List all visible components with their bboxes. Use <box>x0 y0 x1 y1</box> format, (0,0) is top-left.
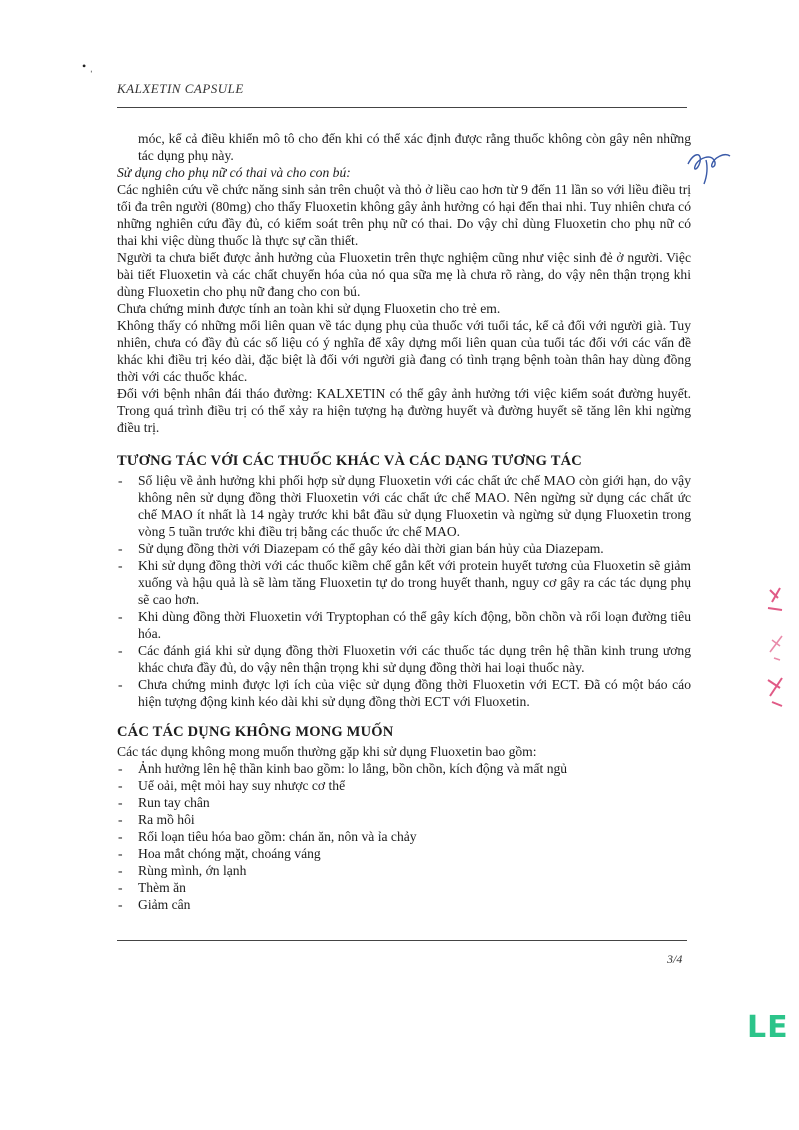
list-item: - Ảnh hưởng lên hệ thần kinh bao gồm: lo lắng, bồn chồn, kích động và mất ngủ <box>117 760 691 777</box>
header-rule <box>117 107 687 108</box>
paragraph: Đối với bệnh nhân đái tháo đường: KALXETIN có thể gây ảnh hưởng tới việc kiểm soát đường huyết. Trong quá trình điều trị có thể xảy ra hiện tượng hạ đường huyết và đường huyết sẽ tăng lên khi ngừng điều trị. <box>117 386 691 435</box>
paragraph: Người ta chưa biết được ảnh hưởng của Fluoxetin trên thực nghiệm cũng như việc sinh đẻ ở người. Việc bài tiết Fluoxetin và các chất chuyển hóa của nó qua sữa mẹ là chưa rõ ràng, do vậy nên thận trọng khi dùng Fluoxetin cho phụ nữ đang cho con bú. <box>117 250 691 299</box>
list-item: - Rối loạn tiêu hóa bao gồm: chán ăn, nôn và ỉa chảy <box>117 828 691 845</box>
side-effects-intro: Các tác dụng không mong muốn thường gặp khi sử dụng Fluoxetin bao gồm: <box>117 744 537 759</box>
side-effects-list <box>117 760 691 913</box>
list-item: - Khi sử dụng đồng thời với các thuốc kiềm chế gắn kết với protein huyết tương của Fluoxetin sẽ giảm xuống và hậu quả là sẽ làm tăng Fluoxetin tự do trong huyết thanh, nguy cơ gây ra các tác dụng phụ sẽ cao hơn. <box>117 557 691 608</box>
list-item: - Sử dụng đồng thời với Diazepam có thể gây kéo dài thời gian bán hủy của Diazepam. <box>117 540 691 557</box>
list-item: - Giảm cân <box>117 896 691 913</box>
interactions-list <box>117 472 691 710</box>
list-item: - Chưa chứng minh được lợi ích của việc sử dụng đồng thời Fluoxetin với ECT. Đã có một báo cáo hiện tượng động kinh kéo dài khi sử dụng đồng thời ECT với Fluoxetin. <box>117 676 691 710</box>
side-effects-heading: CÁC TÁC DỤNG KHÔNG MONG MUỐN <box>117 724 394 740</box>
document-body <box>117 130 691 913</box>
list-item: - Uể oải, mệt mỏi hay suy nhược cơ thể <box>117 777 691 794</box>
intro-continuation: móc, kể cả điều khiển mô tô cho đến khi có thể xác định được rằng thuốc không còn gây nên những tác dụng phụ này. <box>138 131 691 163</box>
footer-rule <box>117 940 687 941</box>
corner-logo-mark: LE <box>747 1010 789 1045</box>
list-item: - Số liệu về ảnh hưởng khi phối hợp sử dụng Fluoxetin với các chất ức chế MAO còn giới hạn, do vậy không nên sử dụng đồng thời Fluoxetin với các chất ức chế MAO. Nên ngừng sử dụng các chất ức chế MAO ít nhất là 14 ngày trước khi bắt đầu sử dụng Fluoxetin và ngừng sử dụng Fluoxetin trong vòng 5 tuần trước khi điều trị bằng các thuốc ức chế MAO. <box>117 472 691 540</box>
document-header-title: KALXETIN CAPSULE <box>117 81 244 96</box>
pregnancy-heading: Sử dụng cho phụ nữ có thai và cho con bú: <box>117 165 351 180</box>
list-item: - Khi dùng đồng thời Fluoxetin với Tryptophan có thể gây kích động, bồn chồn và rối loạn đường tiêu hóa. <box>117 608 691 642</box>
edge-stamp-mark <box>758 580 794 720</box>
interactions-heading: TƯƠNG TÁC VỚI CÁC THUỐC KHÁC VÀ CÁC DẠNG TƯƠNG TÁC <box>117 453 582 469</box>
list-item: - Thèm ăn <box>117 879 691 896</box>
page-number: 3/4 <box>667 952 683 966</box>
scan-speck: • ˌ <box>82 59 94 73</box>
list-item: - Các đánh giá khi sử dụng đồng thời Fluoxetin với các thuốc tác dụng trên hệ thần kinh trung ương khác chưa đầy đủ, do vậy nên thận trọng khi sử dụng đồng thời hai loại thuốc này. <box>117 642 691 676</box>
paragraph: Chưa chứng minh được tính an toàn khi sử dụng Fluoxetin cho trẻ em. <box>117 301 501 316</box>
paragraph: Các nghiên cứu về chức năng sinh sản trên chuột và thỏ ở liều cao hơn từ 9 đến 11 lần so với liều điều trị tối đa trên người (80mg) cho thấy Fluoxetin không gây ảnh hưởng có hại đến thai nhi. Tuy nhiên chưa có những nghiên cứu đầy đủ, có kiểm soát trên phụ nữ có thai. Do vậy chỉ dùng Fluoxetin cho phụ nữ có thai khi việc dùng thuốc là thực sự cần thiết. <box>117 182 691 248</box>
list-item: - Run tay chân <box>117 794 691 811</box>
list-item: - Hoa mắt chóng mặt, choáng váng <box>117 845 691 862</box>
list-item: - Ra mồ hôi <box>117 811 691 828</box>
list-item: - Rùng mình, ớn lạnh <box>117 862 691 879</box>
paragraph: Không thấy có những mối liên quan về tác dụng phụ của thuốc với tuổi tác, kể cả đối với người già. Tuy nhiên, chưa có đầy đủ các số liệu có ý nghĩa để xây dựng mối liên quan của tuổi tác đối với các vấn đề khác khi điều trị kéo dài, đặc biệt là đối với người già đang có tình trạng bệnh toàn thân hay dùng đồng thời với các thuốc khác. <box>117 318 691 384</box>
